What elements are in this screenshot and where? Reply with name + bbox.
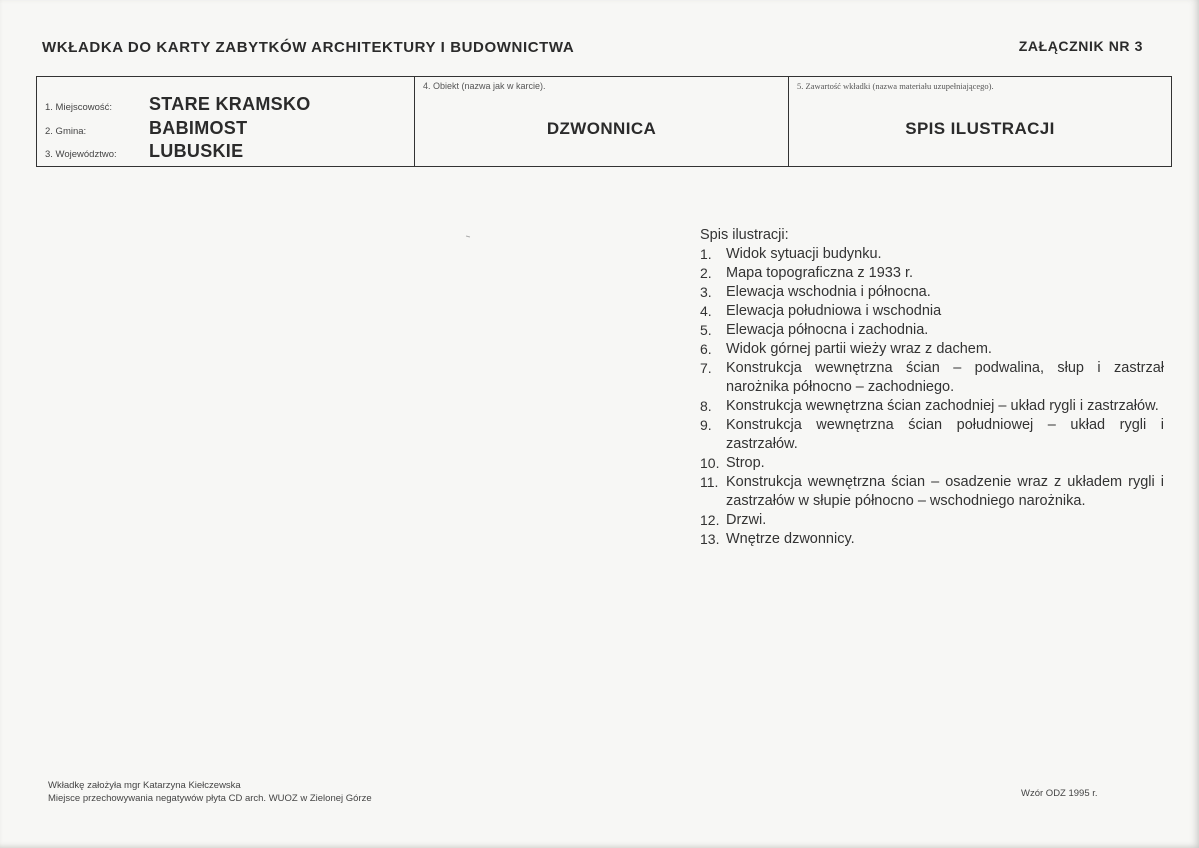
object-value: DZWONNICA bbox=[546, 119, 657, 138]
list-item-text: Drzwi. bbox=[726, 512, 767, 528]
list-item-number: 8. bbox=[700, 398, 712, 414]
list-item-text: Konstrukcja wewnętrzna ścian – podwalina, słup i zastrzał narożnika północno – zachodniego. bbox=[726, 360, 1164, 395]
list-item-text: Elewacja wschodnia i północna. bbox=[726, 284, 931, 300]
header-form-table bbox=[36, 76, 1172, 167]
list-item-number: 2. bbox=[700, 265, 712, 281]
list-item bbox=[700, 245, 1164, 264]
content-value: SPIS ILUSTRACJI bbox=[905, 119, 1055, 138]
location-row bbox=[45, 94, 311, 115]
list-item bbox=[700, 530, 1164, 549]
illustration-list bbox=[700, 226, 1164, 549]
list-item-number: 11. bbox=[700, 474, 719, 490]
document-title: WKŁADKA DO KARTY ZABYTKÓW ARCHITEKTURY I BUDOWNICTWA bbox=[42, 39, 575, 56]
list-item bbox=[700, 302, 1164, 321]
list-item bbox=[700, 511, 1164, 530]
list-item-text: Konstrukcja wewnętrzna ścian zachodniej – układ rygli i zastrzałów. bbox=[726, 398, 1159, 414]
footer-template: Wzór ODZ 1995 r. bbox=[1021, 788, 1098, 799]
content-cell bbox=[789, 77, 1171, 166]
location-row bbox=[45, 141, 243, 162]
list-item-number: 3. bbox=[700, 284, 712, 300]
list-item-number: 10. bbox=[700, 455, 720, 471]
list-item bbox=[700, 321, 1164, 340]
field-value-voivodeship: LUBUSKIE bbox=[149, 141, 244, 161]
field-value-locality: STARE KRAMSKO bbox=[149, 94, 311, 114]
list-item-text: Mapa topograficzna z 1933 r. bbox=[726, 265, 914, 281]
paper-speck bbox=[466, 235, 470, 237]
content-caption: 5. Zawartość wkładki (nazwa materiału uzupełniającego). bbox=[797, 81, 994, 91]
list-item bbox=[700, 283, 1164, 302]
list-item-number: 4. bbox=[700, 303, 712, 319]
list-item-number: 6. bbox=[700, 341, 712, 357]
field-value-commune: BABIMOST bbox=[149, 118, 248, 138]
object-cell bbox=[415, 77, 789, 166]
list-item-text: Konstrukcja wewnętrzna ścian południowej – układ rygli i zastrzałów. bbox=[726, 417, 1164, 452]
list-item-number: 7. bbox=[700, 360, 712, 376]
object-caption: 4. Obiekt (nazwa jak w karcie). bbox=[423, 81, 546, 91]
list-item bbox=[700, 454, 1164, 473]
list-item bbox=[700, 264, 1164, 283]
list-item-number: 13. bbox=[700, 531, 720, 547]
list-item-text: Konstrukcja wewnętrzna ścian – osadzenie wraz z układem rygli i zastrzałów w słupie północno – wschodniego narożnika. bbox=[726, 474, 1164, 509]
list-item-text: Elewacja południowa i wschodnia bbox=[726, 303, 942, 319]
footer-storage: Miejsce przechowywania negatywów płyta CD arch. WUOZ w Zielonej Górze bbox=[48, 793, 372, 804]
list-item-number: 9. bbox=[700, 417, 712, 433]
list-item bbox=[700, 397, 1164, 416]
location-cell bbox=[37, 77, 415, 166]
footer-notes bbox=[48, 779, 372, 805]
list-item-text: Widok sytuacji budynku. bbox=[726, 246, 882, 262]
list-item bbox=[700, 340, 1164, 359]
footer-author: Wkładkę założyła mgr Katarzyna Kiełczewska bbox=[48, 780, 241, 791]
annex-label: ZAŁĄCZNIK NR 3 bbox=[1018, 38, 1143, 54]
list-item bbox=[700, 473, 1164, 511]
field-label-voivodeship: 3. Województwo: bbox=[45, 149, 117, 160]
list-item-number: 1. bbox=[700, 246, 712, 262]
field-label-locality: 1. Miejscowość: bbox=[45, 102, 113, 113]
list-item-text: Wnętrze dzwonnicy. bbox=[726, 531, 855, 547]
list-item bbox=[700, 416, 1164, 454]
list-item-text: Widok górnej partii wieży wraz z dachem. bbox=[726, 341, 992, 357]
illustration-list-heading: Spis ilustracji: bbox=[700, 227, 789, 243]
field-label-commune: 2. Gmina: bbox=[45, 126, 87, 137]
list-item-number: 5. bbox=[700, 322, 712, 338]
location-row bbox=[45, 118, 247, 139]
list-item-text: Elewacja północna i zachodnia. bbox=[726, 322, 929, 338]
list-item-text: Strop. bbox=[726, 455, 765, 471]
list-item-number: 12. bbox=[700, 512, 720, 528]
list-item bbox=[700, 359, 1164, 397]
